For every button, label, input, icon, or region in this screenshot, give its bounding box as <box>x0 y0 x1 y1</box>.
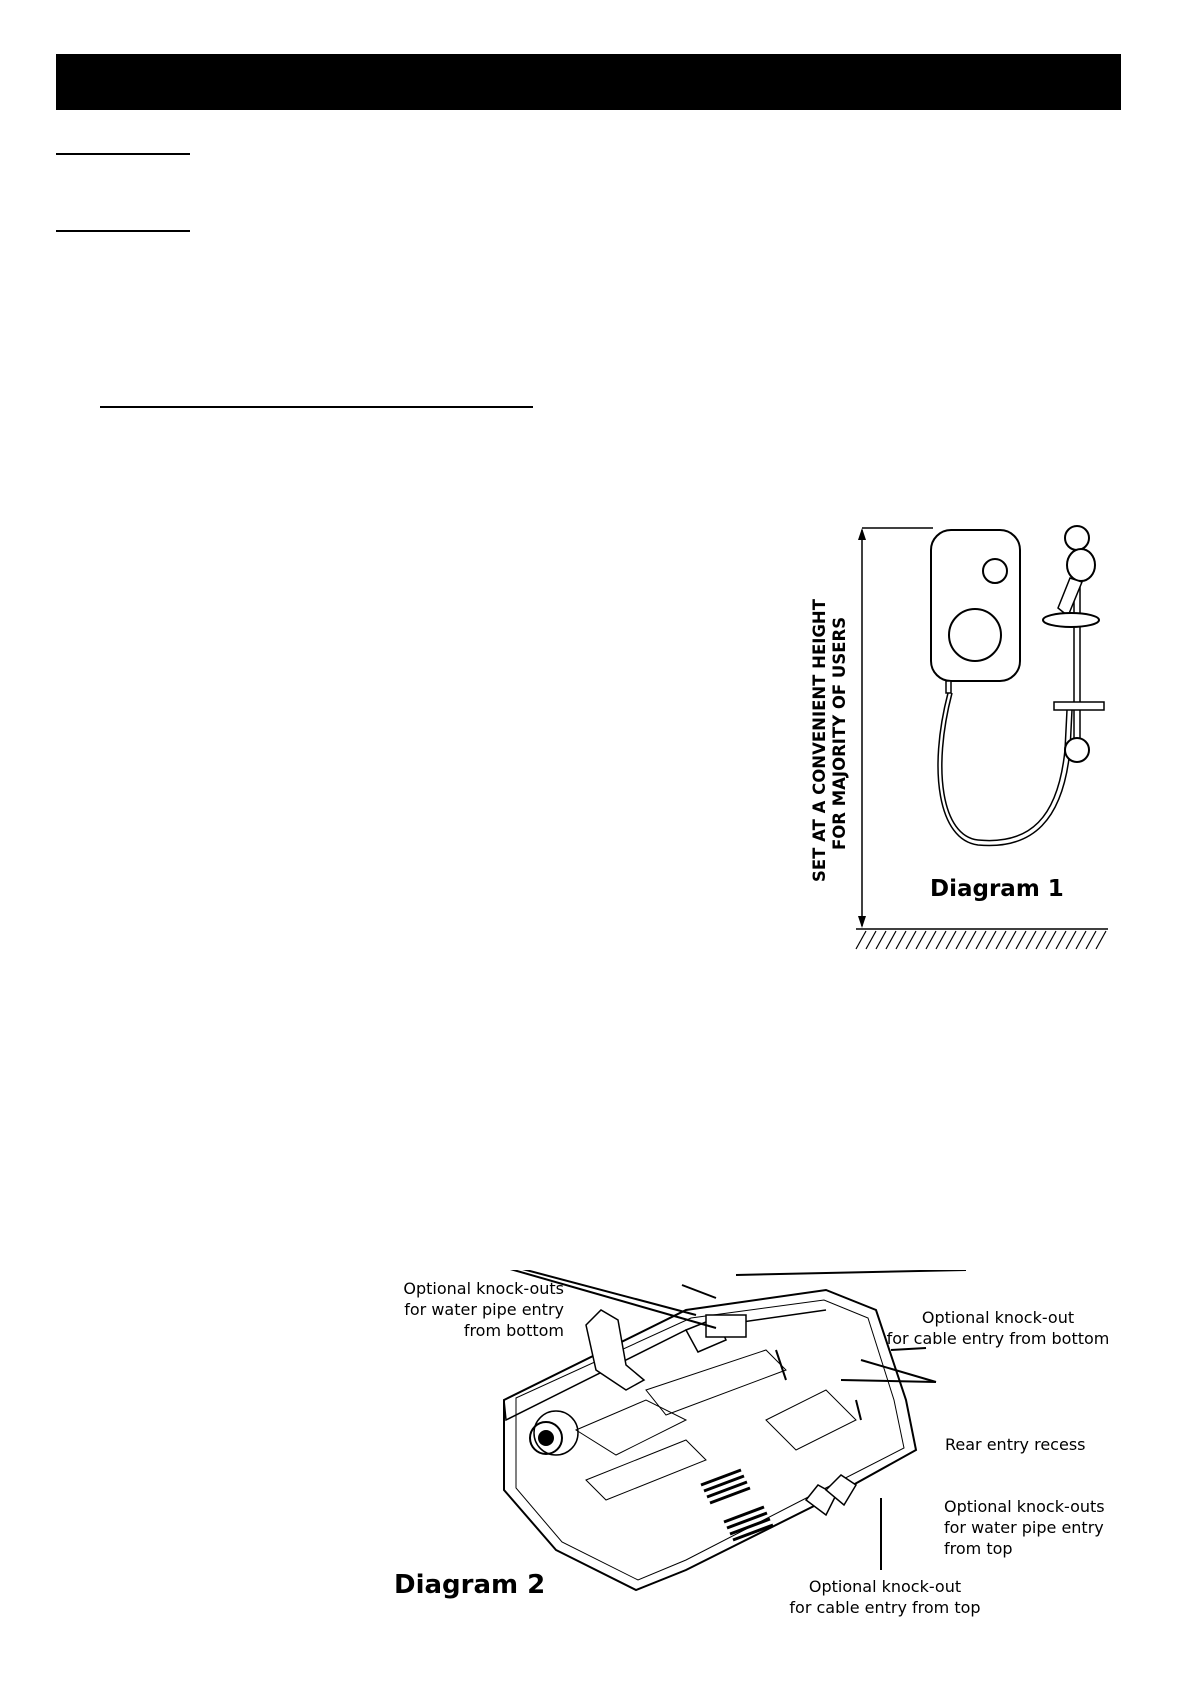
callout-water-pipe-top <box>944 1496 1124 1559</box>
diagram-1-height-label <box>810 580 850 898</box>
heading-underline-1 <box>56 153 190 155</box>
callout-rear-entry-label: Rear entry recess <box>945 1435 1086 1454</box>
diagram-2-caption: Diagram 2 <box>394 1570 546 1600</box>
callout-cable-bottom <box>858 1307 1138 1349</box>
callout-cable-top-line1: Optional knock-out <box>808 1577 962 1596</box>
callout-water-top-line1: Optional knock-outs <box>944 1497 1105 1516</box>
callout-rear-entry-recess <box>945 1434 1125 1455</box>
callout-water-pipe-bottom <box>374 1278 564 1341</box>
callout-water-bottom-line3: from bottom <box>463 1321 564 1340</box>
callout-water-top-line2: for water pipe entry <box>944 1518 1104 1537</box>
subheading-underline <box>100 406 533 408</box>
section-header-bar <box>56 54 1121 110</box>
callout-water-bottom-line1: Optional knock-outs <box>403 1279 564 1298</box>
callout-cable-bottom-line1: Optional knock-out <box>921 1308 1075 1327</box>
diagram-1-caption: Diagram 1 <box>930 876 1064 902</box>
height-label-line1: SET AT A CONVENIENT HEIGHT <box>810 599 829 882</box>
callout-cable-bottom-line2: for cable entry from bottom <box>886 1329 1110 1348</box>
callout-cable-top <box>770 1576 1000 1618</box>
height-label-line2: FOR MAJORITY OF USERS <box>830 616 849 850</box>
heading-underline-2 <box>56 230 190 232</box>
callout-water-bottom-line2: for water pipe entry <box>404 1300 564 1319</box>
callout-cable-top-line2: for cable entry from top <box>789 1598 981 1617</box>
callout-water-top-line3: from top <box>944 1539 1013 1558</box>
